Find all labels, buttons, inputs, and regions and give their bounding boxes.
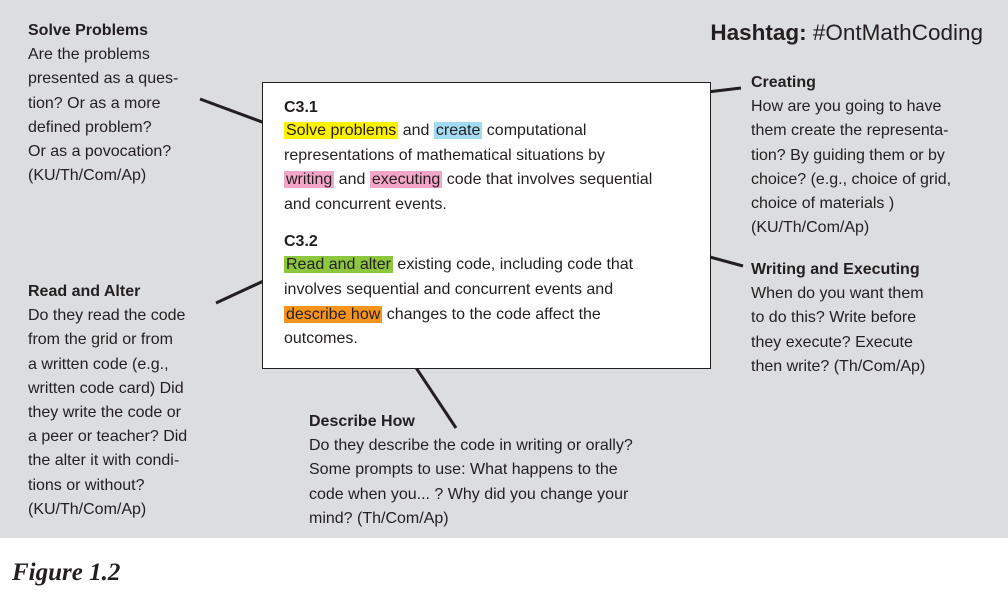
note-title: Creating	[751, 74, 816, 91]
note-writing-and-executing	[751, 258, 925, 379]
hashtag	[710, 20, 983, 46]
highlight-writing: writing	[286, 171, 333, 189]
expectations-box	[262, 82, 711, 369]
hashtag-value: #OntMathCoding	[812, 20, 983, 45]
note-body: Do they read the code from the grid or from a written code (e.g., written code card) Did they write the code or a peer or teacher? Did the alter it with condi- tions or without? (KU/Th/Com/Ap)	[28, 307, 188, 518]
highlight-solve-problems: Solve problems	[286, 122, 397, 139]
note-body: When do you want them to do this? Write before they execute? Execute then write? (Th/Com/Ap)	[751, 285, 926, 375]
text-span: and	[398, 122, 434, 139]
note-solve-problems	[28, 19, 178, 188]
highlight-read-and-alter: Read and alter	[286, 256, 391, 274]
highlight-describe-how: describe how	[286, 305, 381, 323]
text-line: outcomes.	[284, 330, 358, 348]
text-line: involves sequential and concurrent events and	[284, 280, 614, 298]
highlight-executing: executing	[371, 171, 441, 189]
hashtag-label: Hashtag:	[710, 20, 807, 45]
expectation-text-c31	[284, 119, 692, 217]
text-span: computational	[482, 122, 587, 139]
note-title: Writing and Executing	[751, 261, 920, 278]
expectation-text-c32	[284, 253, 692, 351]
note-body: Are the problems presented as a ques- tion? Or as a more defined problem? Or as a povocation? (KU/Th/Com/Ap)	[28, 46, 179, 185]
note-title: Read and Alter	[28, 283, 141, 300]
text-line: and concurrent events.	[284, 195, 447, 213]
text-span: changes to the code affect the	[382, 305, 601, 323]
text-span: and	[334, 171, 370, 189]
note-title: Describe How	[309, 413, 415, 430]
note-title: Solve Problems	[28, 22, 149, 39]
note-body: Do they describe the code in writing or orally? Some prompts to use: What happens to the code when you... ? Why did you change your mind? (Th/Com/Ap)	[309, 437, 633, 527]
text-span: existing code, including code that	[392, 256, 634, 274]
note-read-and-alter	[28, 280, 187, 522]
text-line: representations of mathematical situations by	[284, 146, 606, 164]
text-span: code that involves sequential	[442, 171, 653, 189]
figure-caption: Figure 1.2	[12, 559, 121, 586]
note-body: How are you going to have them create the representa- tion? By guiding them or by choice? (e.g., choice of grid, choice of materials ) (KU/Th/Com/Ap)	[751, 98, 952, 237]
expectation-heading-c31: C3.1	[284, 99, 318, 116]
expectation-heading-c32: C3.2	[284, 233, 318, 251]
note-creating	[751, 71, 951, 240]
note-describe-how	[309, 410, 633, 531]
highlight-create: create	[435, 122, 481, 139]
